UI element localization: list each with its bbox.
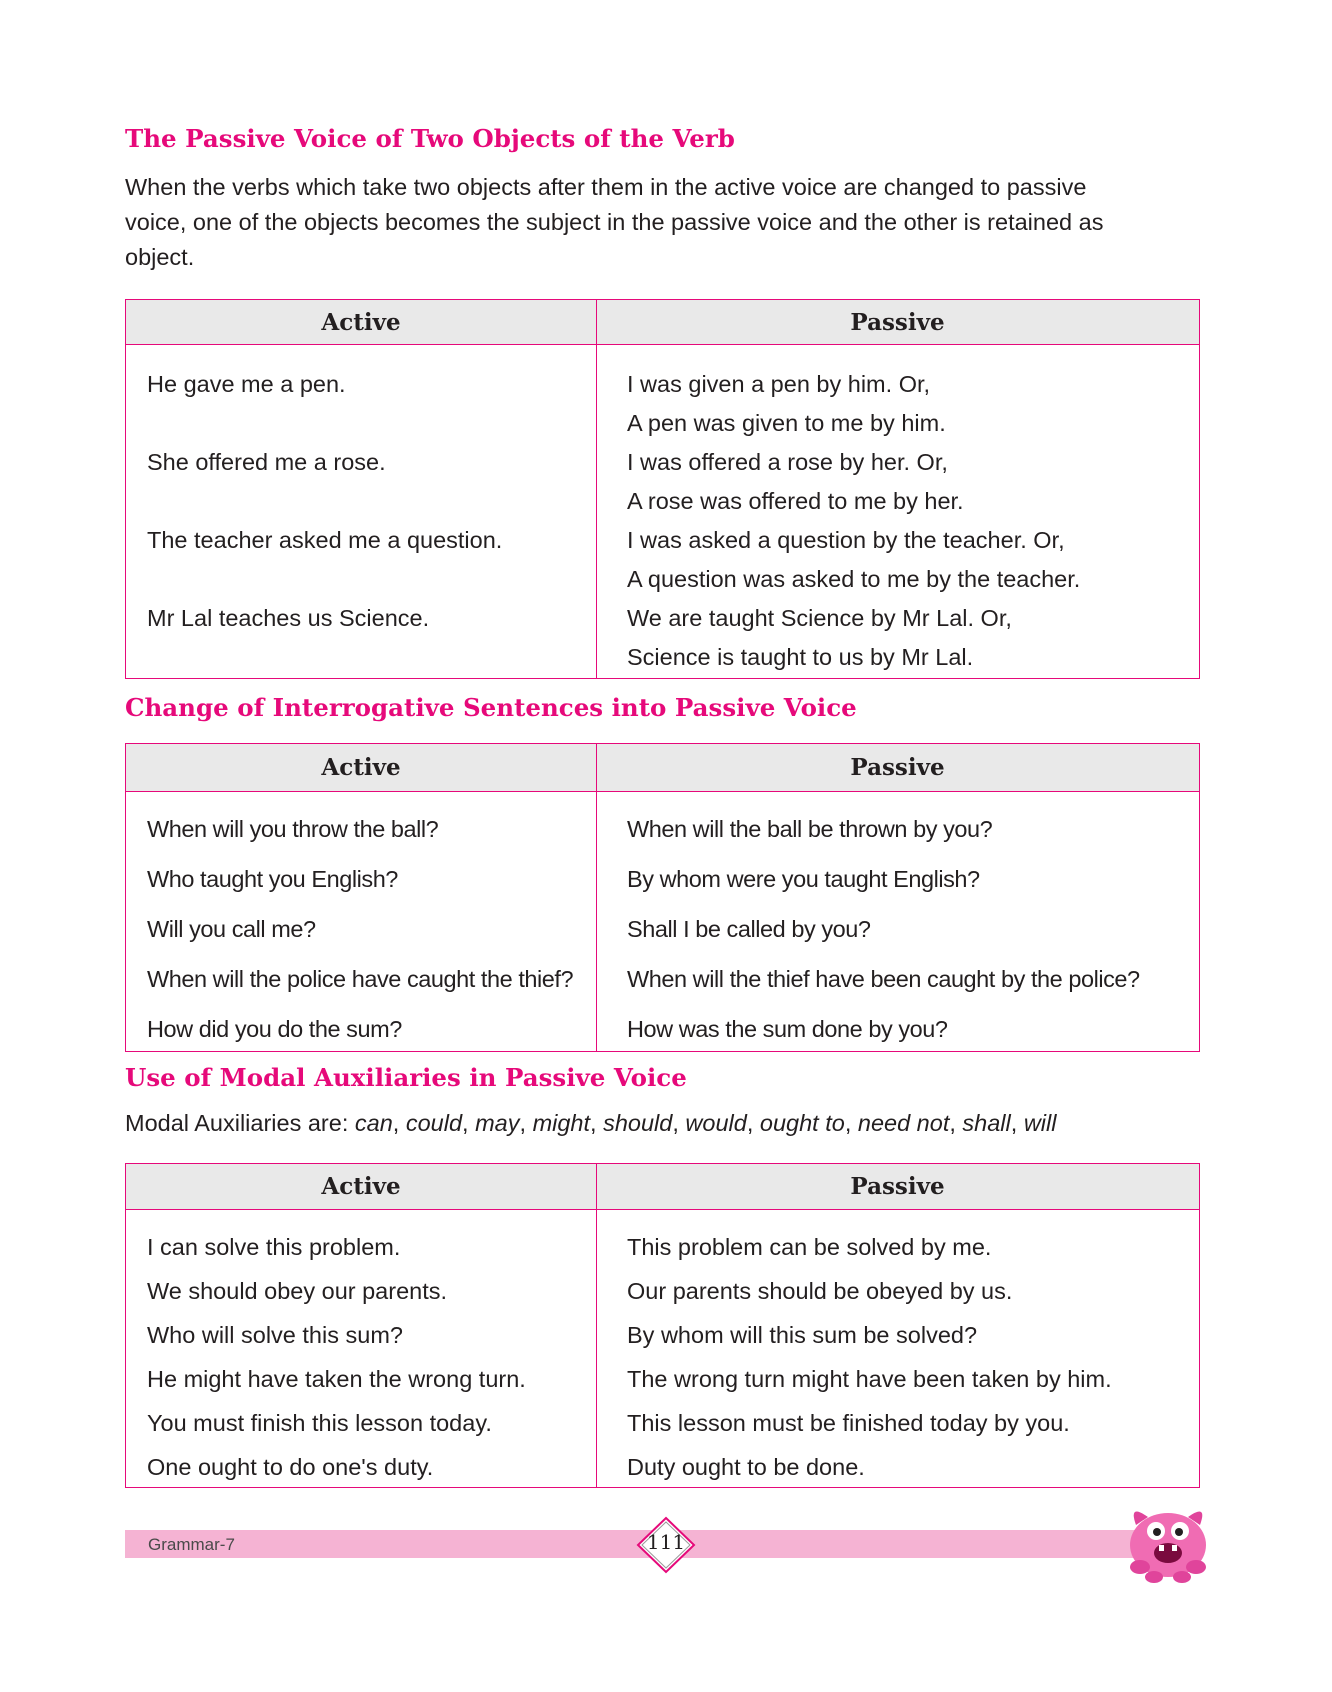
modal-intro-prefix: Modal Auxiliaries are: (125, 1110, 355, 1136)
table-body (126, 1210, 1199, 1487)
table-cell-passive: This problem can be solved by me. (627, 1234, 992, 1260)
header-active: Active (126, 300, 597, 344)
table-cell-active: Mr Lal teaches us Science. (147, 605, 430, 631)
table-cell-active: He gave me a pen. (147, 371, 346, 397)
section1-paragraph (125, 170, 1195, 275)
table-cell-passive: By whom will this sum be solved? (627, 1322, 978, 1348)
header-active: Active (126, 744, 597, 791)
table-cell-active: Will you call me? (147, 916, 316, 942)
table-cell-active: I can solve this problem. (147, 1234, 401, 1260)
modal-intro: Modal Auxiliaries are: can, could, may, might, should, would, ought to, need not, shall, will (125, 1110, 1057, 1136)
table-cell-active: How did you do the sum? (147, 1016, 402, 1042)
table-body (126, 792, 1199, 1051)
table-header-row (126, 300, 1199, 345)
table-cell-active: Who taught you English? (147, 866, 398, 892)
table-cell-passive: How was the sum done by you? (627, 1016, 948, 1042)
passive-column (597, 345, 1198, 678)
interrogative-table (125, 743, 1200, 1052)
modal-table (125, 1163, 1200, 1488)
table-header-row (126, 744, 1199, 792)
table-cell-passive: A pen was given to me by him. (627, 410, 946, 436)
header-passive: Passive (850, 308, 945, 336)
modal-word: might (532, 1110, 591, 1136)
section3-heading: Use of Modal Auxiliaries in Passive Voice (125, 1063, 687, 1092)
book-label: Grammar-7 (148, 1535, 235, 1554)
section2-heading: Change of Interrogative Sentences into Passive Voice (125, 693, 857, 722)
header-active: Active (126, 1164, 597, 1209)
table-cell-passive: When will the ball be thrown by you? (627, 816, 993, 842)
table-cell-active: Who will solve this sum? (147, 1322, 403, 1348)
table-cell-passive: A rose was offered to me by her. (627, 488, 964, 514)
table-cell-active: You must finish this lesson today. (147, 1410, 492, 1436)
modal-word: need not (857, 1110, 950, 1136)
table-cell-passive: We are taught Science by Mr Lal. Or, (627, 605, 1012, 631)
table-cell-active: The teacher asked me a question. (147, 527, 503, 553)
modal-word: shall (962, 1110, 1011, 1136)
modal-word: ought to (759, 1110, 845, 1136)
table-cell-passive: Science is taught to us by Mr Lal. (627, 644, 974, 670)
table-cell-active: He might have taken the wrong turn. (147, 1366, 526, 1392)
table-cell-active: When will the police have caught the thief? (147, 966, 574, 992)
table-cell-passive: A question was asked to me by the teacher. (627, 566, 1081, 592)
modal-word: may (475, 1110, 520, 1136)
table-cell-passive: I was offered a rose by her. Or, (627, 449, 948, 475)
table-cell-active: We should obey our parents. (147, 1278, 448, 1304)
passive-column (597, 1210, 1198, 1487)
table-header-row (126, 1164, 1199, 1210)
passive-column (597, 792, 1198, 1051)
monster-mascot-icon (1118, 1495, 1218, 1585)
table-cell-passive: This lesson must be finished today by you. (627, 1410, 1070, 1436)
table-cell-passive: When will the thief have been caught by the police? (627, 966, 1140, 992)
header-passive: Passive (850, 754, 945, 781)
modal-word: could (405, 1110, 463, 1136)
active-column (126, 792, 597, 1051)
table-body (126, 345, 1199, 678)
paragraph-line: voice, one of the objects becomes the subject in the passive voice and the other is retained as (125, 209, 1104, 235)
table-cell-passive: Shall I be called by you? (627, 916, 871, 942)
modal-word: will (1023, 1110, 1057, 1136)
two-objects-table (125, 299, 1200, 679)
table-cell-active: One ought to do one's duty. (147, 1454, 434, 1480)
table-cell-active: She offered me a rose. (147, 449, 386, 475)
table-cell-passive: I was given a pen by him. Or, (627, 371, 931, 397)
active-column (126, 345, 597, 678)
modal-word: would (685, 1110, 747, 1136)
table-cell-passive: The wrong turn might have been taken by him. (627, 1366, 1112, 1392)
table-cell-passive: Duty ought to be done. (627, 1454, 865, 1480)
active-column (126, 1210, 597, 1487)
header-passive: Passive (850, 1173, 945, 1200)
section1-heading: The Passive Voice of Two Objects of the Verb (125, 124, 735, 153)
paragraph-line: object. (125, 244, 195, 270)
table-cell-active: When will you throw the ball? (147, 816, 439, 842)
page-number: 111 (646, 1530, 686, 1554)
modal-word: should (603, 1110, 673, 1136)
table-cell-passive: I was asked a question by the teacher. Or, (627, 527, 1065, 553)
table-cell-passive: By whom were you taught English? (627, 866, 980, 892)
paragraph-line: When the verbs which take two objects after them in the active voice are changed to passive (125, 174, 1087, 200)
table-cell-passive: Our parents should be obeyed by us. (627, 1278, 1013, 1304)
modal-word: can (354, 1110, 393, 1136)
